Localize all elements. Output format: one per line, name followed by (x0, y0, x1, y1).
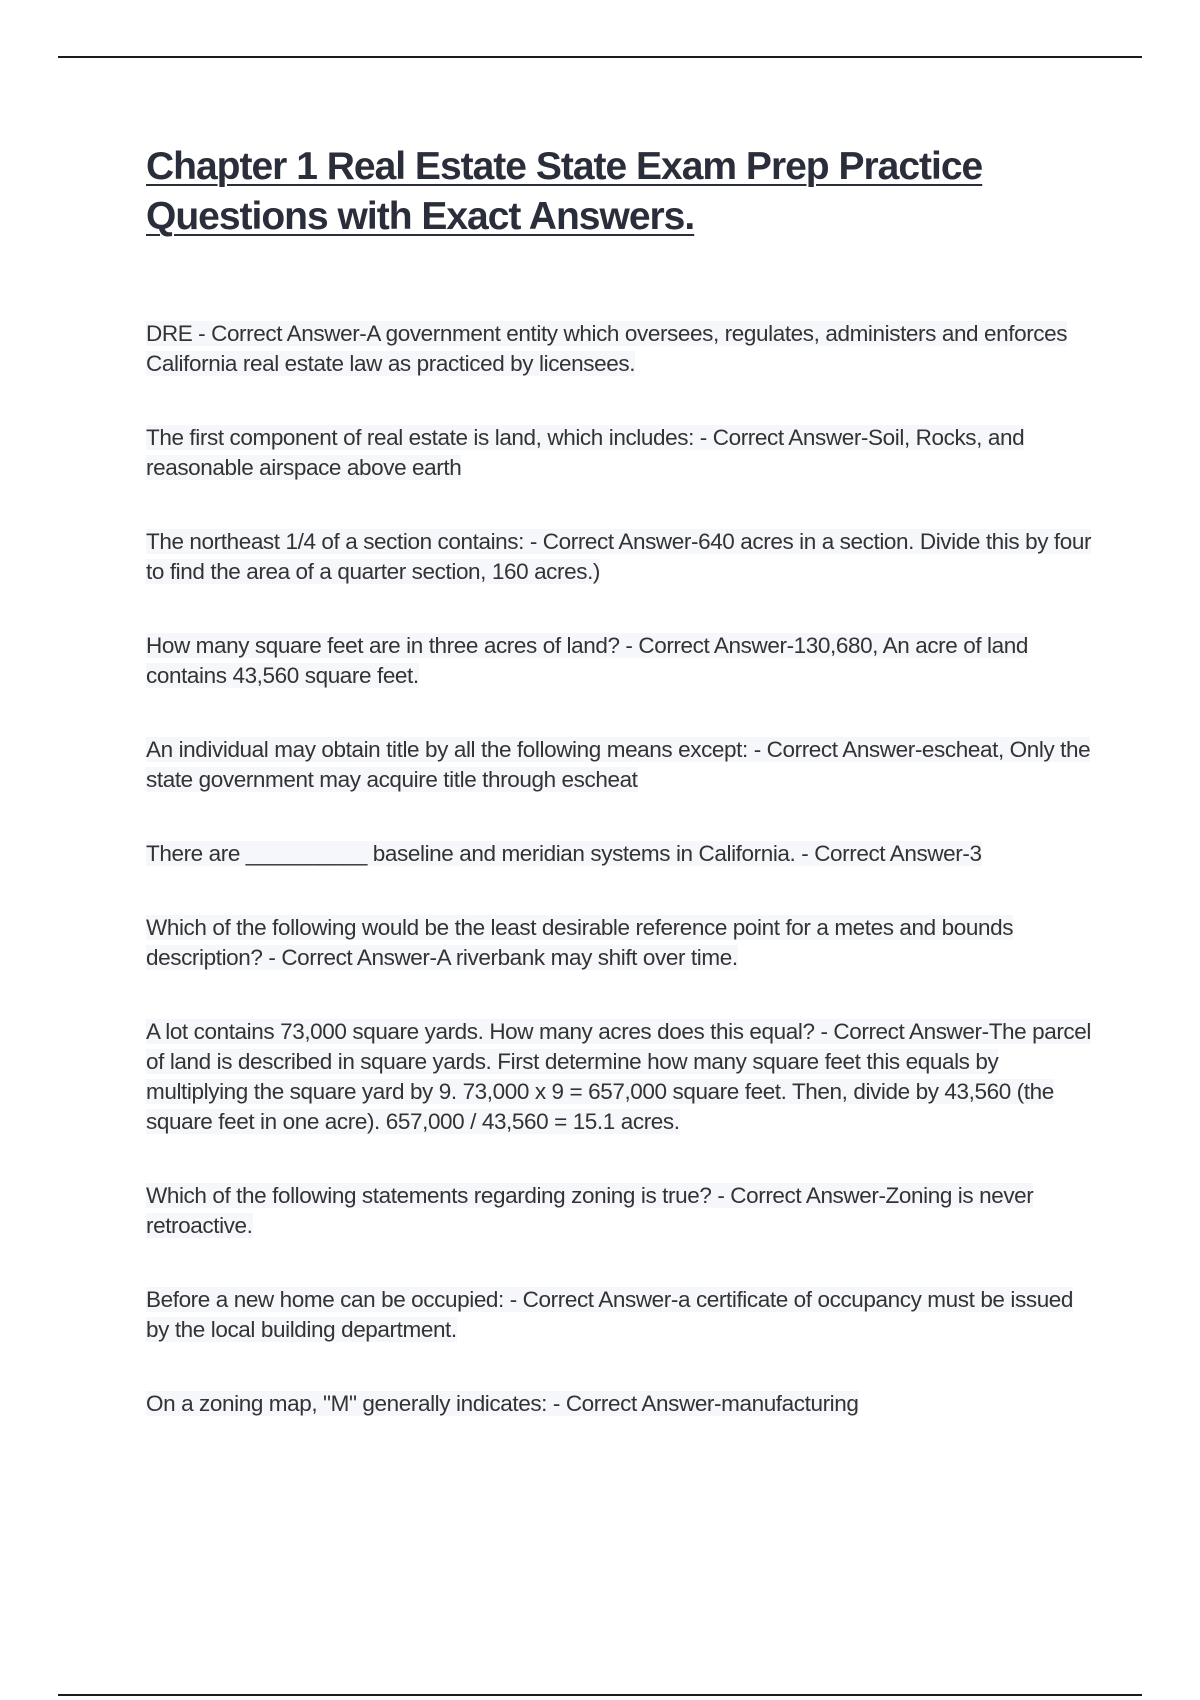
question-item (146, 631, 1096, 691)
question-item (146, 735, 1096, 795)
question-list (146, 319, 1096, 1419)
question-text: A lot contains 73,000 square yards. How many acres does this equal? - Correct Answer-The parcel of land is described in square yards. First determine how many square feet this equals by multiplying the square yard by 9. 73,000 x 9 = 657,000 square feet. Then, divide by 43,560 (the square feet in one acre). 657,000 / 43,560 = 15.1 acres. (146, 1019, 1091, 1134)
question-item (146, 1181, 1096, 1241)
question-item (146, 913, 1096, 973)
question-item (146, 319, 1096, 379)
question-item (146, 1389, 1096, 1419)
question-item (146, 527, 1096, 587)
question-text: How many square feet are in three acres of land? - Correct Answer-130,680, An acre of land contains 43,560 square feet. (146, 633, 1028, 688)
question-text: An individual may obtain title by all the following means except: - Correct Answer-escheat, Only the state government may acquire title through escheat (146, 737, 1091, 792)
question-text: Which of the following would be the least desirable reference point for a metes and bounds description? - Correct Answer-A riverbank may shift over time. (146, 915, 1014, 970)
top-rule (58, 56, 1142, 58)
question-text: DRE - Correct Answer-A government entity which oversees, regulates, administers and enforces California real estate law as practiced by licensees. (146, 321, 1068, 376)
question-text: On a zoning map, "M" generally indicates: - Correct Answer-manufacturing (146, 1391, 859, 1416)
document-title-text: Chapter 1 Real Estate State Exam Prep Practice Questions with Exact Answers. (146, 145, 983, 238)
question-text: The first component of real estate is land, which includes: - Correct Answer-Soil, Rocks, and reasonable airspace above earth (146, 425, 1025, 480)
question-text: There are __________ baseline and meridian systems in California. - Correct Answer-3 (146, 841, 982, 866)
question-item (146, 1285, 1096, 1345)
question-text: Before a new home can be occupied: - Correct Answer-a certificate of occupancy must be issued by the local building department. (146, 1287, 1074, 1342)
bottom-rule (58, 1694, 1142, 1696)
document-body (146, 142, 1096, 1463)
question-item (146, 423, 1096, 483)
document-title (146, 142, 1096, 242)
question-text: The northeast 1/4 of a section contains: - Correct Answer-640 acres in a section. Divide this by four to find the area of a quarter section, 160 acres.) (146, 529, 1092, 584)
question-item (146, 839, 1096, 869)
question-item (146, 1017, 1096, 1137)
question-text: Which of the following statements regarding zoning is true? - Correct Answer-Zoning is never retroactive. (146, 1183, 1034, 1238)
